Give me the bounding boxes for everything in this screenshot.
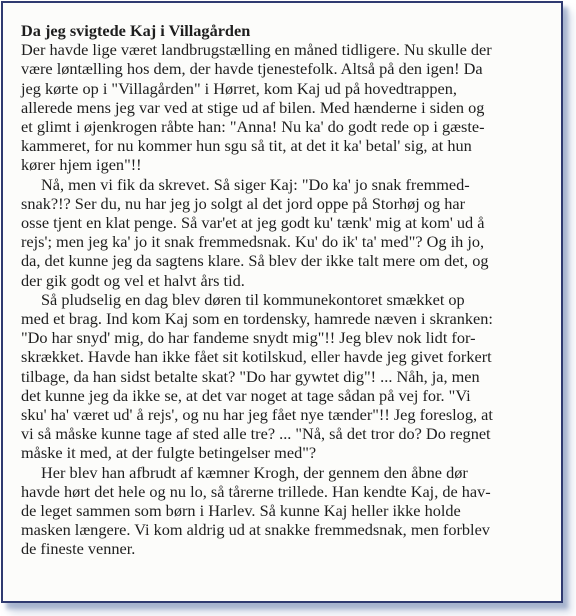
text-line: da, det kunne jeg da sagtens klare. Så blev der ikke talt mere om det, og	[21, 251, 489, 271]
text-line: Så pludselig en dag blev døren til kommunekontoret smækket op	[41, 289, 465, 309]
text-line: allerede mens jeg var ved at stige ud af bilen. Med hænderne i siden og	[21, 97, 485, 117]
paragraph-2	[21, 175, 555, 290]
text-line: skrækket. Havde han ikke fået sit kotilskud, eller havde jeg givet forkert	[21, 347, 492, 367]
article-title: Da jeg svigtede Kaj i Villagården	[21, 21, 251, 40]
text-line: osse tjent en klat penge. Så var'et at jeg godt ku' tænk' mig at kom' ud å	[21, 213, 485, 233]
text-line: sku' ha' været ud' å rejs', og nu har jeg fået nye tænder"!! Jeg foreslog, at	[21, 405, 493, 425]
text-line: jeg kørte op i "Villagården" i Hørret, kom Kaj ud på hovedtrappen,	[21, 78, 457, 98]
text-line: tilbage, da han sidst betalte skat? "Do har gywtet dig"! ... Nåh, ja, men	[21, 366, 480, 386]
text-line: de leget sammen som børn i Harlev. Så kunne Kaj heller ikke holde	[21, 501, 461, 521]
article	[21, 21, 555, 559]
text-line: snak?!? Ser du, nu har jeg jo solgt al det jord oppe på Storhøj og har	[21, 193, 466, 213]
text-line: Nå, men vi fik da skrevet. Så siger Kaj: "Do ka' jo snak fremmed-	[41, 174, 470, 194]
text-line: vi så måske kunne tage af sted alle tre? ... "Nå, så det tror do? Do regnet	[21, 424, 491, 444]
text-line: rejs'; men jeg ka' jo it snak fremmedsnak. Ku' do ik' ta' med"? Og ih jo,	[21, 232, 485, 252]
text-line: kammeret, for nu kommer hun sgu så tit, at det it ka' betal' sig, at hun	[21, 136, 472, 156]
text-line: et glimt i øjenkrogen råbte han: "Anna! Nu ka' do godt rede op i gæste-	[21, 117, 485, 137]
paragraph-3	[21, 290, 555, 463]
text-line: det kunne jeg da ikke se, at det var noget at tage sådan på vej for. "Vi	[21, 385, 471, 405]
text-line: "Do har snyd' mig, do har fandeme snydt mig"!! Jeg blev nok lidt for-	[21, 328, 476, 348]
text-line: måske it med, at der fulgte betingelser med"?	[21, 443, 317, 463]
text-line: masken længere. Vi kom aldrig ud at snakke fremmedsnak, men forblev	[21, 520, 490, 540]
text-line: de fineste venner.	[21, 539, 136, 559]
article-card	[1, 1, 563, 603]
paragraph-1	[21, 40, 555, 174]
text-line: med et brag. Ind kom Kaj som en tordensky, hamrede næven i skranken:	[21, 309, 493, 329]
paragraph-4	[21, 463, 555, 559]
text-line: være løntælling hos dem, der havde tjenestefolk. Altså på den igen! Da	[21, 59, 483, 79]
text-line: Her blev han afbrudt af kæmner Krogh, der gennem den åbne dør	[41, 462, 468, 482]
text-line: der gik godt og vel et halvt års tid.	[21, 270, 245, 290]
text-line: havde hørt det hele og nu lo, så tårerne trillede. Han kendte Kaj, de hav-	[21, 481, 491, 501]
text-line: kører hjem igen"!!	[21, 155, 142, 175]
text-line: Der havde lige været landbrugstælling en måned tidligere. Nu skulle der	[21, 40, 492, 60]
